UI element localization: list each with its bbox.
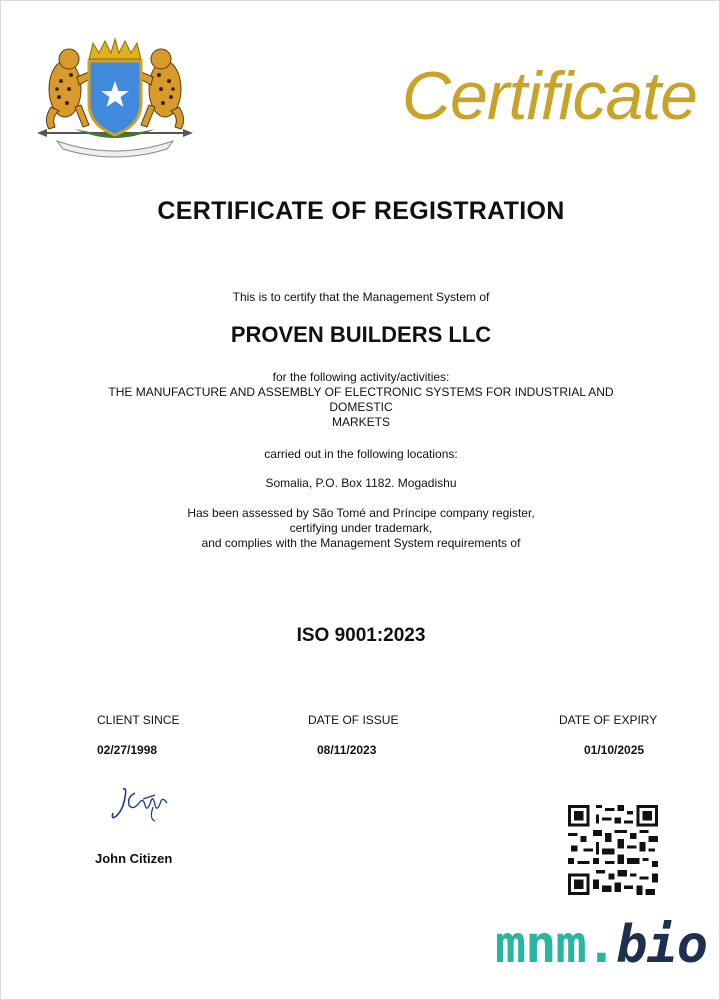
activity-line: DOMESTIC — [329, 400, 393, 414]
assessment-line: Has been assessed by São Tomé and Príncipe company register, — [187, 506, 535, 520]
date-of-issue-label: DATE OF ISSUE — [308, 713, 399, 727]
standard-name: ISO 9001:2023 — [296, 625, 426, 646]
company-name: PROVEN BUILDERS LLC — [230, 322, 492, 347]
assessment-block — [1, 506, 720, 551]
assessment-line: and complies with the Management System requirements of — [201, 536, 521, 550]
watermark-logo — [495, 915, 707, 975]
page-title: CERTIFICATE OF REGISTRATION — [157, 197, 565, 225]
client-since-label: CLIENT SINCE — [97, 713, 180, 727]
date-of-expiry-label: DATE OF EXPIRY — [559, 713, 658, 727]
activity-label: for the following activity/activities: — [272, 370, 450, 384]
activity-block — [1, 370, 720, 430]
watermark-part-2: bio — [616, 915, 707, 975]
date-of-issue-value: 08/11/2023 — [317, 743, 377, 757]
certificate-heading-script: Certificate — [401, 58, 697, 134]
assessment-line: certifying under trademark, — [289, 521, 433, 535]
intro-text: This is to certify that the Management System of — [232, 290, 490, 304]
activity-line: MARKETS — [331, 415, 390, 429]
client-since-value: 02/27/1998 — [97, 743, 158, 757]
watermark-part-1: mnm. — [494, 915, 617, 975]
activity-line: THE MANUFACTURE AND ASSEMBLY OF ELECTRONIC SYSTEMS FOR INDUSTRIAL AND — [108, 385, 614, 399]
address: Somalia, P.O. Box 1182. Mogadishu — [265, 476, 457, 490]
locations-label: carried out in the following locations: — [264, 447, 458, 461]
coat-of-arms-emblem — [35, 37, 195, 159]
date-of-expiry-value: 01/10/2025 — [584, 743, 645, 757]
signature-image — [109, 783, 173, 825]
signatory-name: John Citizen — [95, 851, 173, 866]
qr-code-icon — [568, 805, 658, 895]
